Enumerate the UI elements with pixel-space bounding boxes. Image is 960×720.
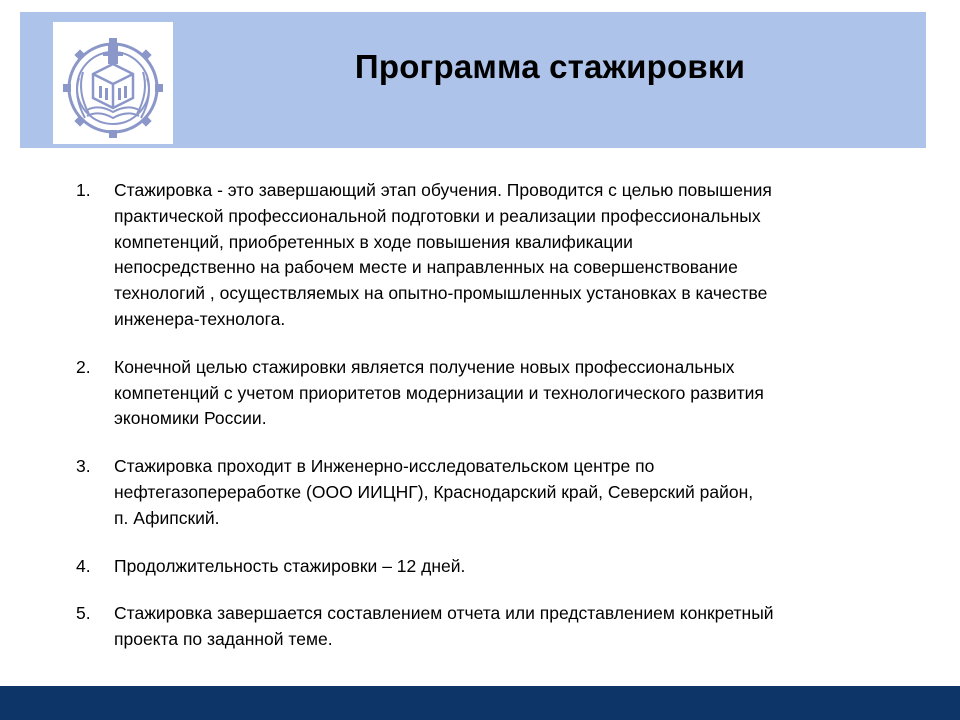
list-item-text: Конечной целью стажировки является получение новых профессиональных компетенций с учетом приоритетов модернизации и технологического развития экономики России. [114, 356, 764, 429]
list-item-text: Стажировка завершается составлением отчета или представлением конкретный проекта по заданной теме. [114, 603, 774, 650]
content-list [76, 178, 936, 675]
university-logo [53, 22, 173, 144]
university-emblem-icon [53, 22, 173, 144]
list-item [76, 355, 936, 432]
list-item [76, 178, 936, 333]
slide-title: Программа стажировки [354, 48, 746, 85]
list-item [76, 601, 936, 653]
list-item-text: Продолжительность стажировки – 12 дней. [114, 555, 466, 576]
footer-band [0, 686, 960, 720]
list-item-text: Стажировка проходит в Инженерно-исследовательском центре по нефтегазопереработке (ООО ИИЦНГ), Краснодарский край, Северский район, п. Афипский. [114, 456, 754, 528]
list-item-number: 1. [76, 180, 91, 200]
list-item-number: 4. [76, 555, 91, 576]
list-item-text: Стажировка - это завершающий этап обучения. Проводится с целью повышения практической профессиональной подготовки и реализации профессиональных компетенций, приобретенных в ходе повышения квалификации непосредственно на рабочем месте и направленных на совершенствование технологий , осуществляемых на опытно-промышленных установках в качестве инженера-технолога. [114, 180, 772, 329]
list-item [76, 554, 936, 580]
list-item-number: 2. [76, 356, 91, 377]
list-item-number: 5. [76, 603, 91, 624]
list-item [76, 454, 936, 531]
list-item-number: 3. [76, 456, 91, 477]
